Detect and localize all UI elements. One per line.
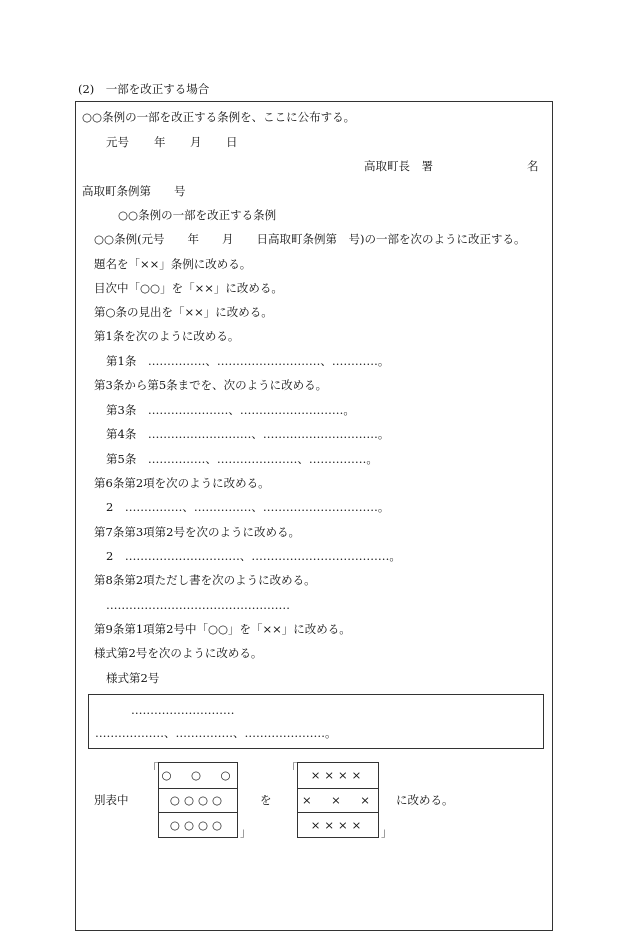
before-row: ○○○○ [169, 817, 227, 832]
promulgation-text: ○○条例の一部を改正する条例を、ここに公布する。 [82, 110, 356, 124]
open-bracket: 「 [147, 761, 159, 775]
form-box-line: ……………………… [131, 703, 235, 717]
body-line: 第3条 …………………、………………………。 [106, 403, 355, 417]
body-line: 題名を「××」条例に改める。 [94, 257, 252, 271]
body-line: ○○条例(元号 年 月 日高取町条例第 号)の一部を次のように改正する。 [94, 232, 526, 246]
body-line: 第9条第1項第2号中「○○」を「××」に改める。 [94, 622, 351, 636]
date-year: 年 [154, 135, 166, 149]
body-line: 2 ……………、……………、…………………………。 [106, 500, 390, 514]
body-line: 様式第2号 [106, 671, 160, 685]
ordinance-title: ○○条例の一部を改正する条例 [118, 208, 277, 222]
form-box [88, 694, 544, 749]
form-box-line: ………………、……………、…………………。 [95, 726, 337, 740]
section-heading: (2) 一部を改正する場合 [78, 82, 210, 96]
body-line: 第7条第3項第2号を次のように改める。 [94, 525, 300, 539]
after-row: ×××× [310, 767, 366, 782]
date-day: 日 [226, 135, 238, 149]
body-line: 様式第2号を次のように改める。 [94, 646, 263, 660]
after-row: × × × [298, 788, 378, 813]
open-bracket: 「 [286, 761, 298, 775]
body-line: 第○条の見出を「××」に改める。 [94, 305, 273, 319]
body-line: ………………………………………… [106, 598, 290, 612]
mayor-name: 名 [527, 159, 539, 173]
close-bracket: 」 [381, 825, 393, 839]
body-line: 目次中「○○」を「××」に改める。 [94, 281, 283, 295]
body-line: 第1条を次のように改める。 [94, 329, 240, 343]
date-month: 月 [190, 135, 202, 149]
date-era: 元号 [106, 135, 129, 149]
ordinance-number: 高取町条例第 号 [82, 184, 186, 198]
body-line: 第8条第2項ただし書を次のように改める。 [94, 573, 316, 587]
body-line: 2 …………………………、………………………………。 [106, 549, 401, 563]
body-line: 第6条第2項を次のように改める。 [94, 476, 270, 490]
before-row: ○○○○ [159, 788, 237, 813]
mayor-title: 高取町長 署 [364, 159, 433, 173]
body-line: 第5条 ……………、…………………、……………。 [106, 452, 378, 466]
body-line: 第3条から第5条までを、次のように改める。 [94, 378, 328, 392]
connector-text: を [260, 793, 272, 807]
appendix-label: 別表中 [94, 793, 129, 807]
after-row: ×××× [310, 817, 366, 832]
body-line: 第4条 ………………………、…………………………。 [106, 427, 390, 441]
before-row: ○ ○ ○ [161, 767, 235, 782]
before-table [158, 762, 238, 838]
appendix-suffix: に改める。 [396, 793, 454, 807]
body-line: 第1条 ……………、………………………、…………。 [106, 354, 390, 368]
close-bracket: 」 [240, 825, 252, 839]
after-table [297, 762, 379, 838]
